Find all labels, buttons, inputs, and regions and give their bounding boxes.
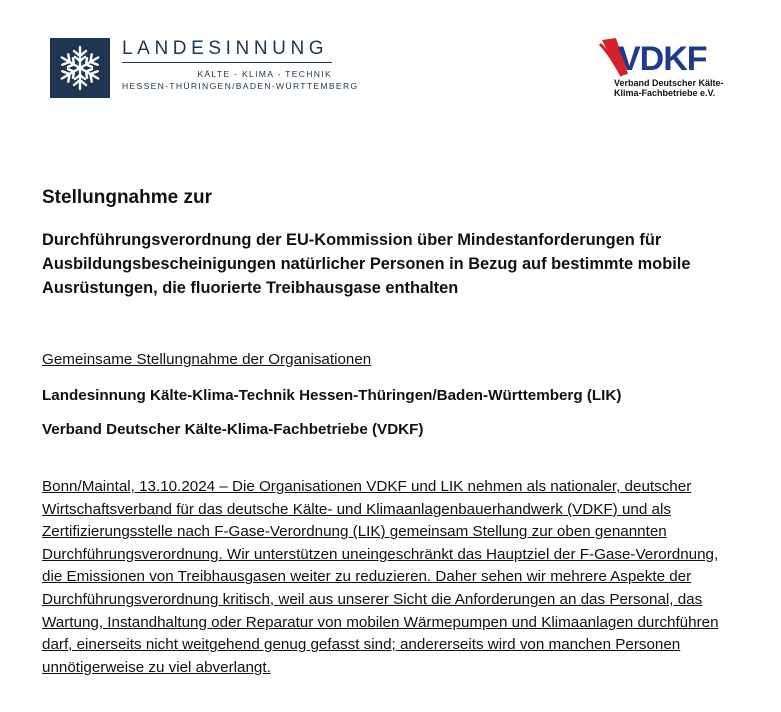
- document-subject: [42, 228, 732, 300]
- paragraph-line: Wartung, Instandhaltung oder Reparatur von mobilen Wärmepumpen und Klimaanlagen durchführen: [42, 613, 719, 631]
- lik-logo: [50, 38, 359, 100]
- subject-line-1: Durchführungsverordnung der EU-Kommission über Mindestanforderungen für: [42, 231, 662, 249]
- subject-line-2: Ausbildungsbescheinigungen natürlicher Personen in Bezug auf bestimmte mobile: [42, 255, 691, 273]
- document-title: Stellungnahme zur: [42, 187, 212, 208]
- vdkf-caption: [614, 78, 734, 98]
- paragraph-line: Durchführungsverordnung. Wir unterstützen uneingeschränkt das Hauptziel der F-Gase-Verordnung,: [42, 545, 719, 563]
- document-body: [42, 186, 742, 676]
- paragraph-line: darf, einerseits nicht weitgehend genug gefasst sind; andererseits wird von manchen Personen: [42, 636, 681, 654]
- snowflake-icon: [50, 38, 110, 98]
- lik-subline-2: HESSEN-THÜRINGEN/BADEN-WÜRTTEMBERG: [122, 81, 359, 91]
- paragraph-line: Durchführungsverordnung kritisch, weil aus unserer Sicht die Anforderungen an das Personal, das: [42, 590, 703, 608]
- vdkf-wordmark-icon: [598, 34, 728, 80]
- subject-line-3: Ausrüstungen, die fluorierte Treibhausgase enthalten: [42, 279, 459, 297]
- paragraph-line: unnötigerweise zu viel abverlangt.: [42, 658, 271, 676]
- paragraph-line: Zertifizierungsstelle nach F-Gase-Verordnung (LIK) gemeinsam Stellung zur oben genannten: [42, 523, 667, 541]
- paragraph-line: Bonn/Maintal, 13.10.2024 – Die Organisationen VDKF und LIK nehmen als nationaler, deutscher: [42, 478, 692, 495]
- lik-name: LANDESINNUNG: [122, 38, 329, 59]
- vdkf-caption-line-2: Klima-Fachbetriebe e.V.: [614, 88, 716, 98]
- paragraph-line: die Emissionen von Treibhausgasen weiter zu reduzieren. Daher sehen wir mehrere Aspekte der: [42, 568, 692, 586]
- organisations-heading: Gemeinsame Stellungnahme der Organisationen: [42, 351, 372, 368]
- paragraph-line: Wirtschaftsverband für das deutsche Kälte- und Klimaanlagenbauerhandwerk (VDKF) und als: [42, 500, 671, 518]
- organisation-vdkf: Verband Deutscher Kälte-Klima-Fachbetriebe (VDKF): [42, 421, 424, 438]
- lik-divider: [122, 62, 332, 63]
- lik-wordmark: [122, 38, 359, 92]
- vdkf-caption-line-1: Verband Deutscher Kälte-: [614, 78, 724, 88]
- statement-paragraph: [42, 476, 742, 679]
- vdkf-logo: [598, 34, 728, 102]
- lik-subline-1: KÄLTE - KLIMA - TECHNIK: [197, 69, 332, 79]
- organisation-lik: Landesinnung Kälte-Klima-Technik Hessen-Thüringen/Baden-Württemberg (LIK): [42, 387, 622, 404]
- vdkf-wordmark: VDKF: [618, 40, 707, 78]
